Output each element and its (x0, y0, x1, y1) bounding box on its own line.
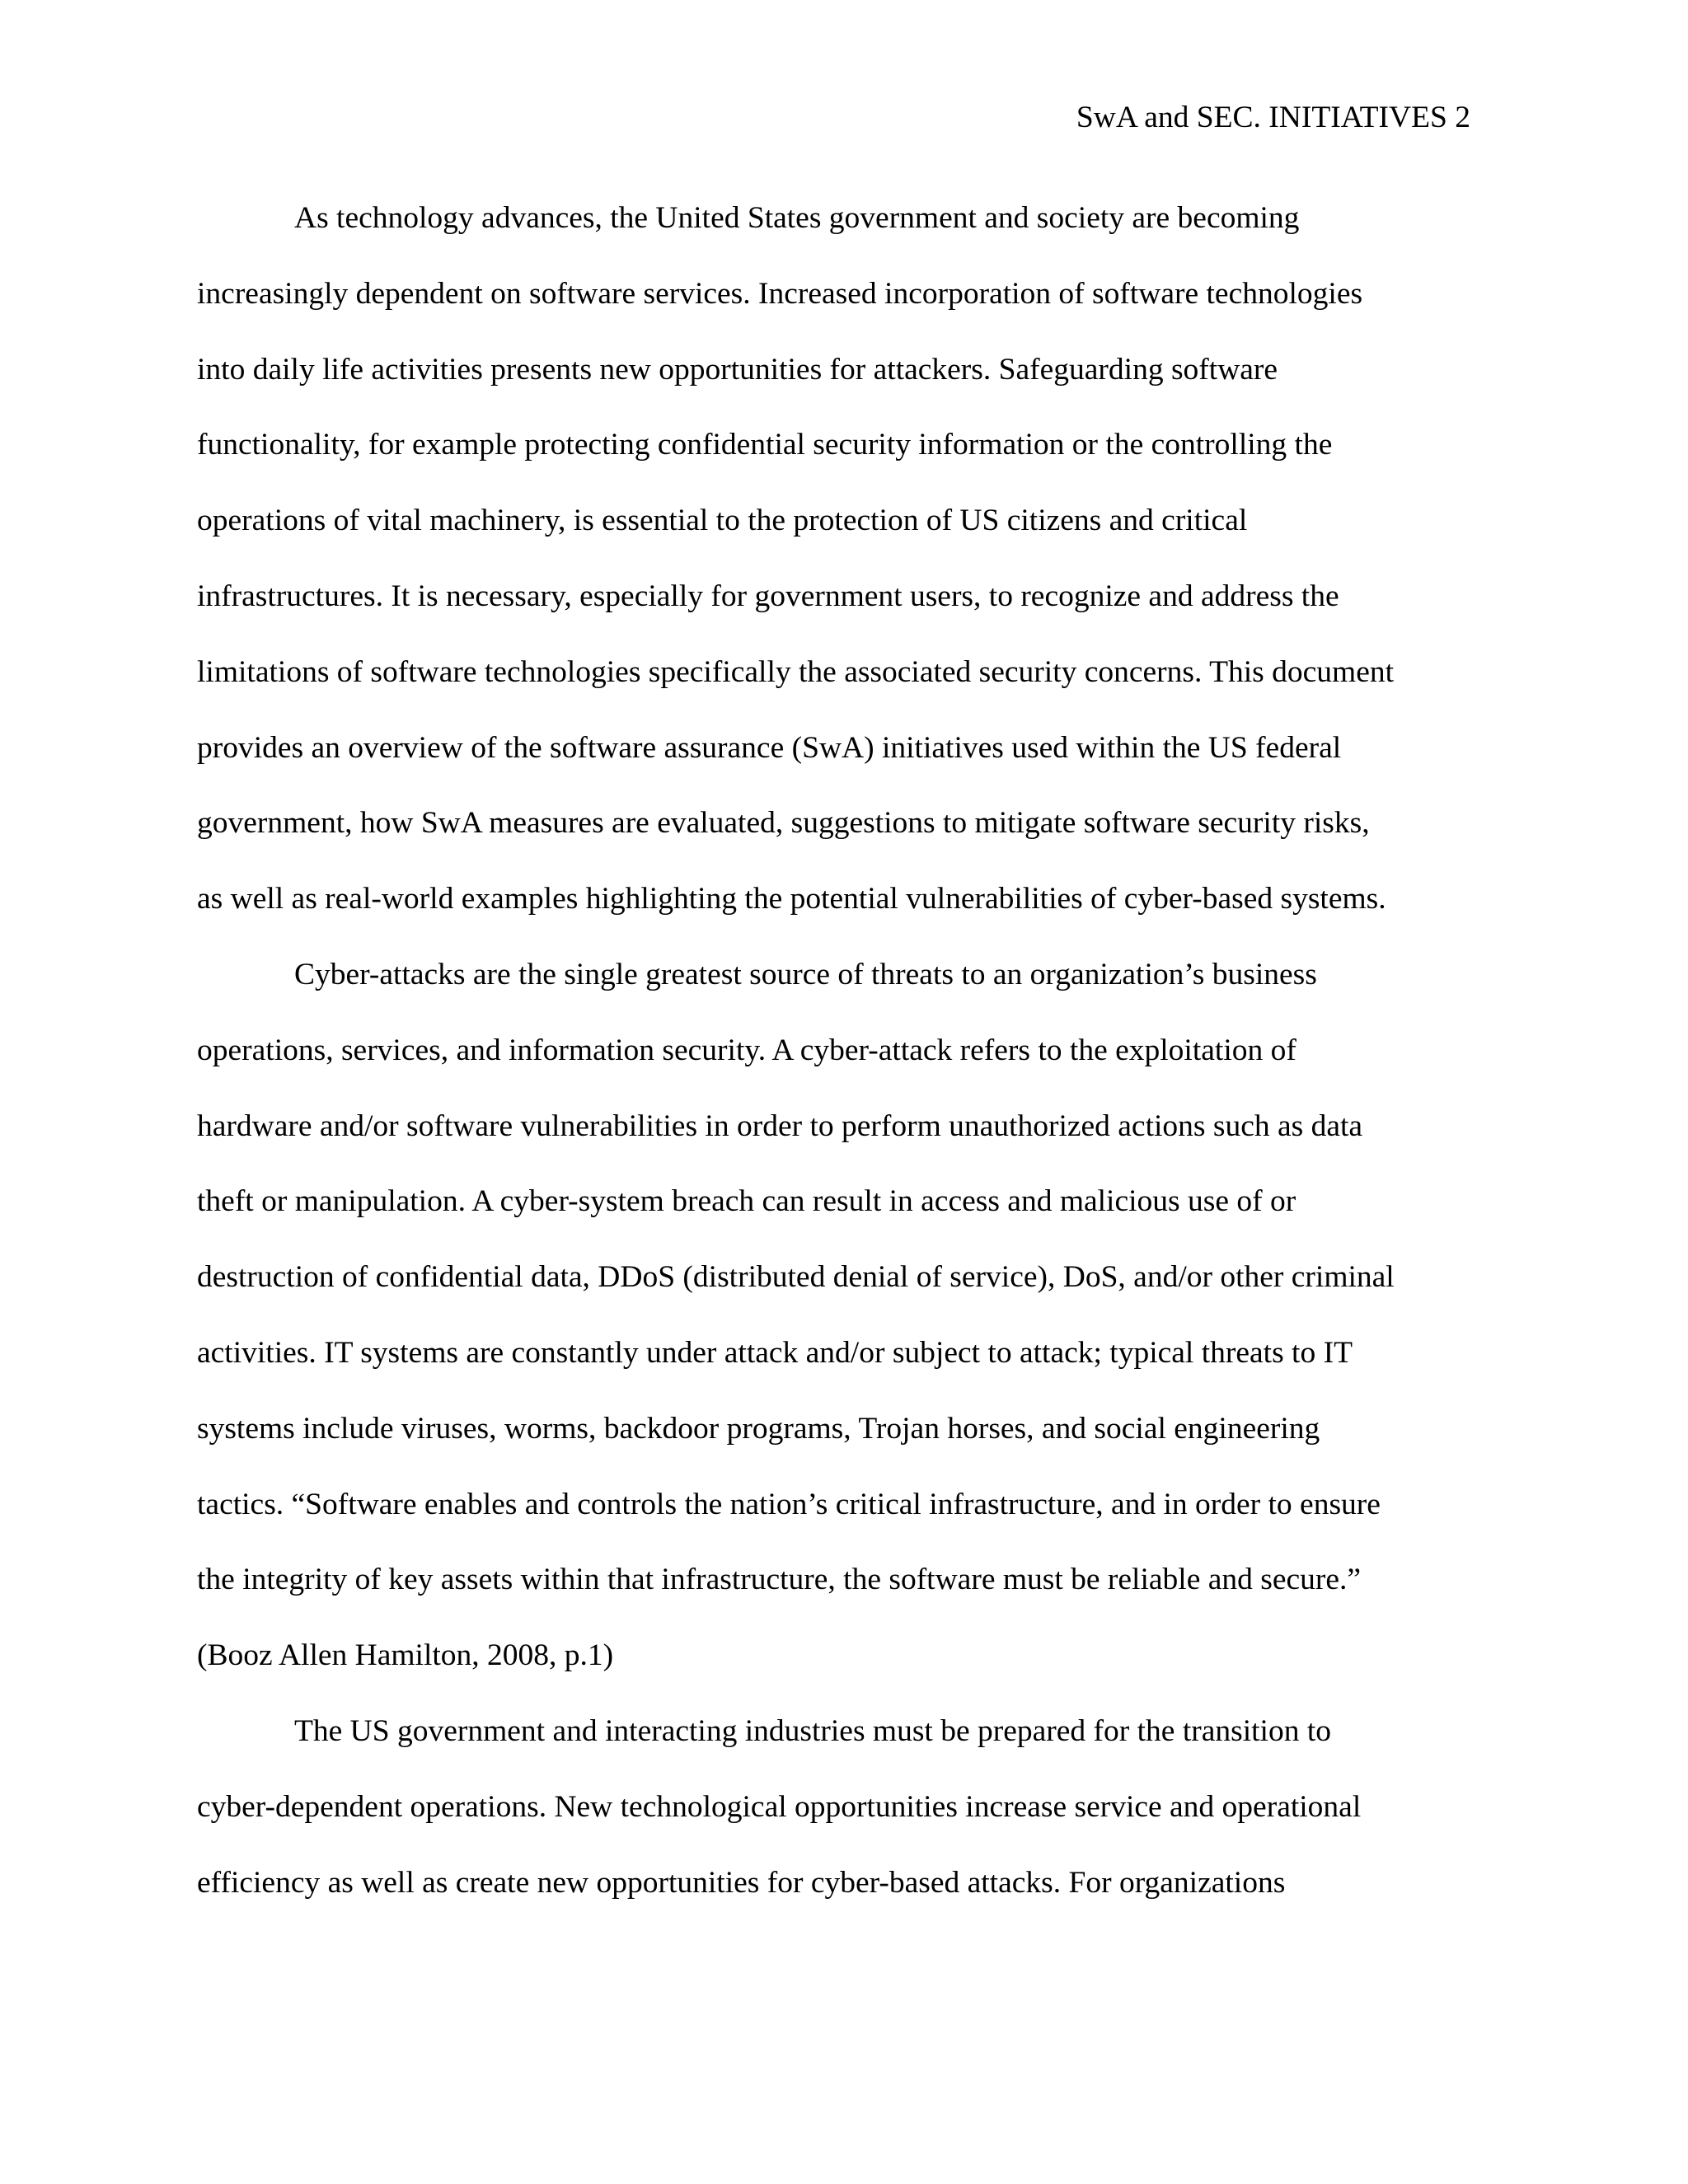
paragraph-1 (197, 194, 1483, 950)
paragraph-3 (197, 1707, 1483, 1933)
text-line: into daily life activities presents new opportunities for attackers. Safeguarding software (197, 352, 1278, 387)
text-line: increasingly dependent on software services. Increased incorporation of software technologies (197, 276, 1363, 311)
text-line: as well as real-world examples highlighting the potential vulnerabilities of cyber-based systems. (197, 882, 1386, 916)
text-line: activities. IT systems are constantly under attack and/or subject to attack; typical threats to IT (197, 1335, 1353, 1370)
text-line: efficiency as well as create new opportunities for cyber-based attacks. For organizations (197, 1865, 1286, 1900)
text-line: limitations of software technologies specifically the associated security concerns. This document (197, 654, 1395, 689)
text-line: operations, services, and information security. A cyber-attack refers to the exploitation of (197, 1033, 1296, 1067)
text-line: infrastructures. It is necessary, especially for government users, to recognize and address the (197, 579, 1339, 613)
text-line: provides an overview of the software assurance (SwA) initiatives used within the US federal (197, 730, 1342, 765)
text-line: Cyber-attacks are the single greatest source of threats to an organization’s business (294, 957, 1317, 991)
text-line: the integrity of key assets within that infrastructure, the software must be reliable and secure.” (197, 1563, 1362, 1597)
text-line: The US government and interacting industries must be prepared for the transition to (294, 1713, 1332, 1748)
text-line: operations of vital machinery, is essential to the protection of US citizens and critical (197, 504, 1248, 538)
citation-line: (Booz Allen Hamilton, 2008, p.1) (197, 1638, 614, 1673)
paragraph-2 (197, 950, 1483, 1707)
text-line: systems include viruses, worms, backdoor programs, Trojan horses, and social engineering (197, 1411, 1320, 1446)
text-line: As technology advances, the United States government and society are becoming (294, 201, 1300, 235)
text-line: hardware and/or software vulnerabilities in order to perform unauthorized actions such as data (197, 1108, 1363, 1143)
text-line: cyber-dependent operations. New technological opportunities increase service and operational (197, 1789, 1362, 1824)
text-line: destruction of confidential data, DDoS (distributed denial of service), DoS, and/or other criminal (197, 1260, 1395, 1295)
running-head: SwA and SEC. INITIATIVES 2 (1076, 101, 1470, 134)
body-text (197, 194, 1483, 1933)
text-line: functionality, for example protecting confidential security information or the controlling the (197, 428, 1333, 462)
text-line: tactics. “Software enables and controls the nation’s critical infrastructure, and in order to ensure (197, 1487, 1381, 1521)
text-line: government, how SwA measures are evaluated, suggestions to mitigate software security risks, (197, 806, 1370, 841)
text-line: theft or manipulation. A cyber-system breach can result in access and malicious use of or (197, 1184, 1296, 1219)
